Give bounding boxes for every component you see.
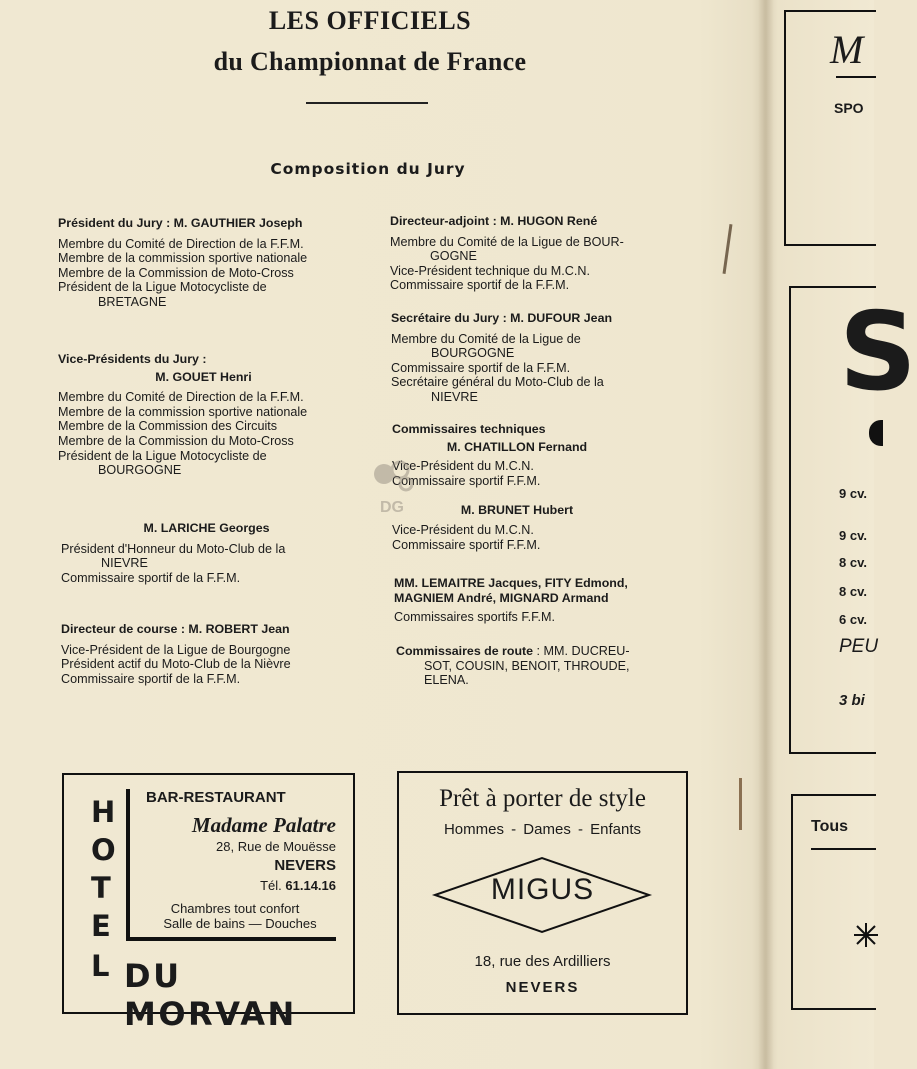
commissaires-techniques-heading: Commissaires techniques [392, 422, 546, 436]
vice-president-line: BOURGOGNE [98, 463, 182, 478]
lariche-line: Président d'Honneur du Moto-Club de la [61, 541, 286, 556]
president-block [58, 216, 349, 310]
lariche-line: NIEVRE [101, 556, 148, 571]
hotel-letter: T [91, 871, 111, 905]
president-line: BRETAGNE [98, 294, 167, 309]
hotel-letter: O [91, 833, 116, 867]
hotel-amenities: Salle de bains — Douches [163, 916, 317, 931]
star-icon [853, 922, 879, 948]
hotel-name: DU MORVAN [124, 957, 297, 1033]
edge-box-2-big: S [839, 290, 917, 415]
title-divider [306, 102, 428, 104]
section-title: Composition du Jury [270, 160, 466, 178]
edge-box-1-rule [836, 76, 876, 78]
edge-box-1-text: SPO [834, 100, 864, 116]
vice-president-line: Membre de la Commission du Moto-Cross [58, 433, 294, 448]
edge-box-2-row: 8 cv. [839, 555, 867, 570]
directeur-adjoint-line: GOGNE [430, 249, 477, 264]
secretaire-line: Secrétaire général du Moto-Club de la [391, 375, 604, 390]
secretaire-line: BOURGOGNE [431, 346, 515, 361]
chatillon-line: Commissaire sportif F.F.M. [392, 473, 541, 488]
secretaire-heading: Secrétaire du Jury : M. DUFOUR Jean [391, 311, 613, 325]
edge-box-1 [784, 10, 876, 246]
page-title-line1: LES OFFICIELS [268, 6, 472, 35]
migus-address: 18, rue des Ardilliers [474, 953, 611, 970]
directeur-adjoint-block [390, 214, 681, 293]
directeur-adjoint-heading: Directeur-adjoint : M. HUGON René [390, 214, 598, 228]
migus-advertisement [397, 771, 688, 1015]
scratch-mark [739, 778, 742, 830]
chatillon-line: Vice-Président du M.C.N. [392, 459, 534, 474]
directeur-course-line: Vice-Président de la Ligue de Bourgogne [61, 642, 291, 657]
edge-box-2-row: 8 cv. [839, 584, 867, 599]
directeur-adjoint-line: Membre du Comité de la Ligue de BOUR- [390, 234, 624, 249]
hotel-owner: Madame Palatre [191, 813, 336, 837]
commissaires-route-text: : MM. DUCREU- [533, 644, 630, 658]
hotel-horizontal-rule [126, 937, 336, 941]
commissaires-sportifs-line: Commissaires sportifs F.F.M. [394, 610, 555, 625]
hotel-category: BAR-RESTAURANT [146, 789, 286, 806]
directeur-course-line: Président actif du Moto-Club de la Nièvre [61, 657, 291, 672]
edge-box-1-script: M [830, 27, 864, 72]
directeur-course-block [61, 622, 352, 686]
secretaire-block [391, 311, 681, 405]
watermark-text: DG [380, 499, 404, 516]
hotel-letter: E [91, 909, 111, 943]
migus-subtitle: Hommes - Dames - Enfants [443, 821, 642, 838]
hotel-phone-line [134, 878, 336, 893]
commissaires-sportifs-heading: MAGNIEM André, MIGNARD Armand [394, 590, 609, 605]
commissaires-route-label: Commissaires de route [396, 644, 534, 658]
commissaires-route-line: ELENA. [424, 673, 469, 688]
edge-box-2-italic: PEU [839, 636, 879, 657]
president-line: Président de la Ligue Motocycliste de [58, 280, 267, 295]
lariche-name: M. LARICHE Georges [143, 521, 270, 535]
vice-president-name: M. GOUET Henri [155, 369, 252, 384]
secretaire-line: NIEVRE [431, 389, 478, 404]
directeur-course-heading: Directeur de course : M. ROBERT Jean [61, 622, 290, 636]
edge-box-3-rule [811, 848, 876, 850]
face-icon [370, 456, 416, 498]
vice-presidents-heading: Vice-Présidents du Jury : [58, 352, 207, 366]
chatillon-name: M. CHATILLON Fernand [446, 439, 588, 454]
vice-president-line: Président de la Ligue Motocycliste de [58, 448, 267, 463]
directeur-course-line: Commissaire sportif de la F.F.M. [61, 671, 241, 686]
hotel-city: NEVERS [274, 857, 336, 874]
brunet-line: Commissaire sportif F.F.M. [392, 537, 541, 552]
hotel-letter: L [91, 949, 110, 983]
commissaires-techniques-block [392, 422, 642, 552]
edge-box-2 [789, 286, 917, 754]
edge-box-3-text: Tous [811, 818, 849, 835]
directeur-adjoint-line: Vice-Président technique du M.C.N. [390, 263, 590, 278]
vice-president-line: Membre de la commission sportive nationale [58, 404, 308, 419]
hotel-letter: H [91, 795, 116, 829]
edge-box-3 [791, 794, 876, 1010]
vice-president-line: Membre de la Commission des Circuits [58, 419, 278, 434]
secretaire-line: Commissaire sportif de la F.F.M. [391, 360, 571, 375]
page-title-line2: du Championnat de France [213, 47, 527, 76]
vice-president-line: Membre du Comité de Direction de la F.F.M. [58, 390, 304, 405]
vice-presidents-block [58, 352, 349, 478]
page-fold [758, 0, 774, 1069]
secretaire-line: Membre du Comité de la Ligue de [391, 331, 581, 346]
edge-box-2-row: 6 cv. [839, 612, 867, 627]
edge-box-2-bottom: 3 bi [839, 692, 865, 709]
president-line: Membre de la Commission de Moto-Cross [58, 265, 294, 280]
hotel-amenities: Chambres tout confort [170, 901, 300, 916]
lariche-block [61, 521, 352, 585]
hotel-address: 28, Rue de Mouësse [216, 839, 336, 854]
commissaires-route-line: SOT, COUSIN, BENOIT, THROUDE, [424, 658, 630, 673]
edge-box-2-row: 9 cv. [839, 528, 867, 543]
commissaires-route-block [396, 644, 686, 688]
brunet-name: M. BRUNET Hubert [460, 503, 574, 518]
scratch-mark [723, 224, 733, 274]
president-line: Membre du Comité de Direction de la F.F.M. [58, 236, 304, 251]
migus-title: Prêt à porter de style [439, 785, 646, 812]
migus-brand: MIGUS [490, 873, 595, 906]
hotel-phone-label: Tél. [260, 878, 282, 893]
hotel-vertical-rule [126, 789, 130, 939]
brunet-line: Vice-Président du M.C.N. [392, 522, 534, 537]
migus-city: NEVERS [505, 979, 580, 996]
edge-box-2-fragment [869, 420, 883, 446]
watermark-stamp [370, 456, 416, 516]
president-line: Membre de la commission sportive nationale [58, 251, 308, 266]
president-heading: Président du Jury : M. GAUTHIER Joseph [58, 216, 303, 230]
hotel-advertisement [62, 773, 355, 1033]
commissaires-sportifs-block [394, 576, 687, 625]
lariche-line: Commissaire sportif de la F.F.M. [61, 570, 241, 585]
hotel-phone: 61.14.16 [285, 878, 336, 893]
directeur-adjoint-line: Commissaire sportif de la F.F.M. [390, 278, 570, 293]
edge-box-2-row: 9 cv. [839, 486, 867, 501]
commissaires-sportifs-heading: MM. LEMAITRE Jacques, FITY Edmond, [394, 576, 628, 590]
